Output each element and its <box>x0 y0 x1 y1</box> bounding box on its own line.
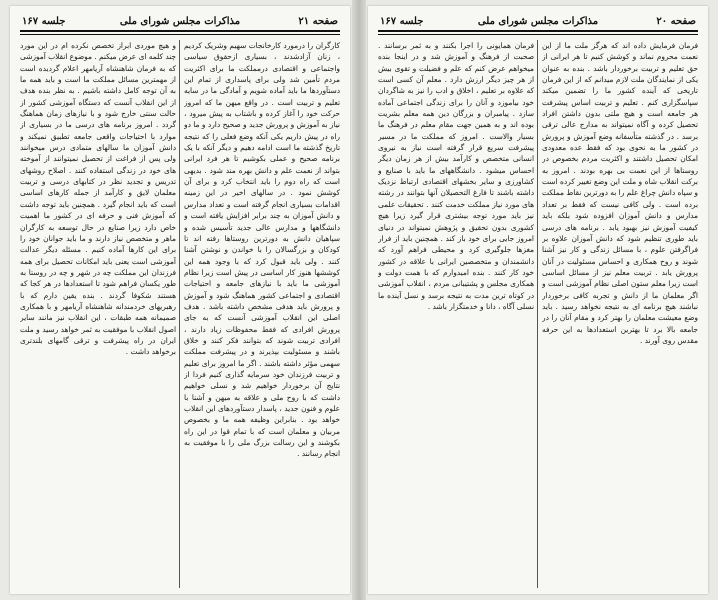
page-number: صفحه ۲۰ <box>656 16 696 27</box>
running-title: مذاکرات مجلس شورای ملی <box>477 16 599 27</box>
column-text: کارگران را درمورد کارخانجات سهیم وشریک کردیم ، زنان آزادشدند ، بسیاری ازحقوق سیاسی واجتماعی و اقتصادی درمملکت ما برای اکثریت مردم تأمین شد ولی برای پاسداری از تمام این دستآوردها ما باید آماده شویم و آمادگی ما در سایه تعلیم و تربیت است . در واقع میهن ما که امروز حرکت خود را آغاز کرده و باشتاب به پیش میرود ، نیاز به آموزش و پرورش جدید و صحیح دارد و ما دو راه در پیش داریم یکی آنکه وضع فعلی را که نتیجه تاریخ گذشته ما است ادامه دهیم و دیگر آنکه با یک برنامه صحیح و عملی بکوشیم تا هر فرد ایرانی بتواند از نعمت علم و دانش بهره مند شود . بدیهی است که راه دوم را باید انتخاب کرد و برای آن کوشش نمود . در سالهای اخیر در این زمینه اقدامات بسیاری انجام گرفته است و تعداد مدارس و دانش آموزان به چند برابر افزایش یافته است و دانشگاهها و مدارس عالی جدید تأسیس شده و سپاهیان دانش به دورترین روستاها رفته اند تا کودکان و بزرگسالان را با خواندن و نوشتن آشنا کنند . ولی باید قبول کرد که با وجود همه این کوششها هنوز کار اساسی در پیش است زیرا نظام آموزشی ما باید با نیازهای جامعه و احتیاجات اقتصادی و اجتماعی کشور هماهنگ شود و آموزش و پرورش باید هدفی مشخص داشته باشد . هدف اصلی این انقلاب آموزشی آنست که به جای پرورش افرادی که فقط محفوظات زیاد دارند ، افرادی تربیت شوند که بتوانند فکر کنند و خلاق باشند و مسئولیت بپذیرند و در پیشرفت مملکت سهمی مؤثر داشته باشند . اگر ما امروز برای تعلیم و تربیت فرزندان خود سرمایه گذاری کنیم فردا از نتایج آن برخوردار خواهیم شد و نسلی خواهیم داشت که با روح ملی و علاقه به میهن و آشنا با علوم و فنون جدید ، پاسدار دستآوردهای این انقلاب خواهد بود . بنابراین وظیفه همه ما و بخصوص مربیان و معلمان است که با تمام قوا در این راه بکوشند و این رسالت بزرگ ملی را با موفقیت به انجام رسانند . <box>184 41 340 459</box>
page-number: صفحه ۲۱ <box>298 16 338 27</box>
column-text: و هیچ موردی ابراز تخصص نکرده ام در این مورد چند کلمه ای عرض میکنم . موضوع انقلاب آموزشی که به فرمان شاهنشاه آریامهر اعلام گردیده است از مهمترین مسائل مملکت ما است و باید همه ما به آن توجه کامل داشته باشیم . به نظر بنده هدف از این انقلاب آنست که دستگاه آموزشی کشور از حالت سنتی خارج شود و با نیازهای زمان هماهنگ گردد . امروز برنامه های درسی ما در بسیاری از موارد با احتیاجات واقعی جامعه تطبیق نمیکند و دانش آموزان ما سالهای متمادی درس میخوانند ولی پس از فراغت از تحصیل نمیتوانند از آموخته های خود در زندگی استفاده کنند . اصلاح روشهای تدریس و تجدید نظر در کتابهای درسی و تربیت معلمان لایق و کارآمد از جمله کارهای اساسی است که باید انجام گیرد . همچنین باید توجه داشت که آموزش فنی و حرفه ای در کشور ما اهمیت خاص دارد زیرا صنایع در حال توسعه به کارگران ماهر و متخصص نیاز دارند و ما باید جوانان خود را برای این کارها آماده کنیم . مسئله دیگر عدالت آموزشی است یعنی باید امکانات تحصیل برای همه فرزندان این مملکت چه در شهر و چه در روستا به طور یکسان فراهم شود تا استعدادها در هر کجا که هستند شکوفا گردند . بنده یقین دارم که با رهبریهای خردمندانه شاهنشاه آریامهر و با همکاری صمیمانه همه طبقات ، این انقلاب نیز مانند سایر اصول انقلاب با موفقیت به ثمر خواهد رسید و ملت ایران در راه پیشرفت و ترقی گامهای بلندتری برخواهد داشت . <box>20 41 176 357</box>
session-number: جلسه ۱۶۷ <box>22 16 66 27</box>
header-rule-thin <box>20 34 340 35</box>
column-text: فرمان همایونی را اجرا بکنند و به ثمر برسانند . صحبت از فرهنگ و آموزش شد و در اینجا بنده میخواهم عرض کنم که علم و فضیلت و تقوی بیش از هر چیز دیگر ارزش دارد . معلم آن کسی است که علاوه بر تعلیم ، اخلاق و ادب را نیز به شاگردان خود بیاموزد و آنان را برای زندگی اجتماعی آماده سازد . پیامبران و بزرگان دین همه معلم بشریت بوده اند و به همین جهت مقام معلم در فرهنگ ما بسیار والاست . امروز که مملکت ما در مسیر پیشرفت سریع قرار گرفته است نیاز به نیروی انسانی متخصص و کارآمد بیش از هر زمان دیگر احساس میشود . دانشگاههای ما باید با صنایع و کشاورزی و سایر بخشهای اقتصادی ارتباط نزدیک داشته باشند تا فارغ التحصیلان آنها بتوانند در رشته های مورد نیاز مملکت خدمت کنند . تحقیقات علمی نیز باید مورد توجه بیشتری قرار گیرد زیرا هیچ کشوری بدون تحقیق و پژوهش نمیتواند در دنیای امروز جایی برای خود باز کند . همچنین باید از فرار مغزها جلوگیری کرد و محیطی فراهم آورد که دانشمندان و متخصصین ایرانی با علاقه در کشور خود کار کنند . بنده امیدوارم که با همت دولت و همکاری مجلس و پشتیبانی مردم ، انقلاب آموزشی در کوتاه ترین مدت به نتیجه برسد و نسل آینده ما نسلی آگاه ، دانا و خدمتگزار باشد . <box>378 41 534 311</box>
right-page <box>368 6 708 594</box>
column-text: فرمان فرمایش داده اند که هرگز ملت ما از این نعمت محروم نماند و کوشش کنیم تا هر ایرانی از حق تعلیم و تربیت برخوردار باشد . بنده به عنوان یکی از نمایندگان ملت لازم میدانم که از این فرمان تاریخی که آینده کشور ما را تضمین میکند سپاسگزاری کنم . تعلیم و تربیت اساس پیشرفت هر جامعه است و هیچ ملتی بدون داشتن افراد تحصیل کرده و آگاه نمیتواند به مدارج عالی ترقی برسد . در گذشته متأسفانه وضع آموزش و پرورش در کشور ما به نحوی بود که فقط عده معدودی امکان تحصیل داشتند و اکثریت مردم بخصوص در روستاها از این نعمت بی بهره بودند . امروز به برکت انقلاب شاه و ملت این وضع تغییر کرده است و سپاه دانش چراغ علم را به دورترین نقاط مملکت برده است . ولی کافی نیست که فقط بر تعداد مدارس و دانش آموزان افزوده شود بلکه باید کیفیت آموزش نیز بهبود یابد . برنامه های درسی باید طوری تنظیم شود که دانش آموزان علاوه بر فراگرفتن علوم ، با مسائل زندگی و کار نیز آشنا شوند و روح همکاری و احساس مسئولیت در آنان پرورش یابد . تربیت معلم نیز از مسائل اساسی است زیرا معلم ستون اصلی نظام آموزشی است و اگر معلمان ما از دانش و تجربه کافی برخوردار نباشند هیچ برنامه ای به نتیجه نخواهد رسید . باید وضع معیشت معلمان را بهتر کرد و مقام آنان را در جامعه بالا برد تا بهترین استعدادها به این حرفه مقدس روی آورند . <box>542 41 698 345</box>
left-page <box>10 6 350 594</box>
column-divider <box>537 40 538 588</box>
running-title: مذاکرات مجلس شورای ملی <box>119 16 241 27</box>
header-rule <box>20 30 340 32</box>
text-column-left <box>20 40 176 588</box>
book-gutter <box>352 0 366 600</box>
text-column-right <box>542 40 698 588</box>
header-rule <box>378 30 698 32</box>
text-column-right <box>184 40 340 588</box>
text-column-left <box>378 40 534 588</box>
session-number: جلسه ۱۶۷ <box>380 16 424 27</box>
column-divider <box>179 40 180 588</box>
header-rule-thin <box>378 34 698 35</box>
